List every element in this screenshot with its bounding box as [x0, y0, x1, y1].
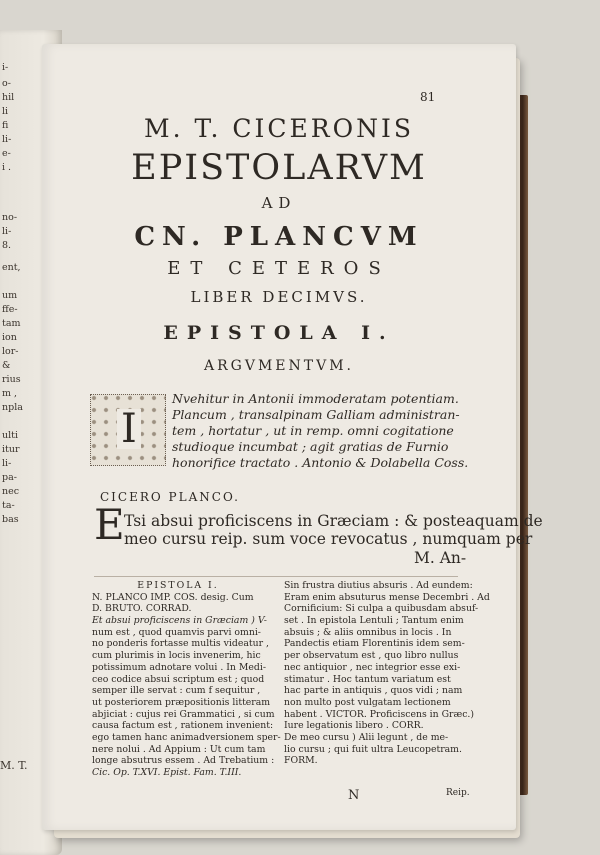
note-line: potissimum adnotare volui . In Medi- — [92, 661, 266, 673]
left-page-fragment: lor- — [2, 346, 19, 357]
argument-block — [90, 390, 480, 474]
note-line: causa factum est , rationem invenient: — [92, 720, 274, 732]
left-page-fragment: i- — [2, 62, 9, 73]
left-page-fragment: ulti — [2, 430, 19, 441]
left-page-fragment: hil — [2, 92, 15, 103]
heading-argument: ARGVMENTVM. — [204, 358, 354, 374]
note-line: De meo cursu ) Alii legunt , de me- — [284, 731, 449, 743]
left-page-fragment: npla — [2, 402, 23, 413]
left-page-fragment: i . — [2, 162, 12, 173]
left-page-fragment: nec — [2, 486, 20, 497]
argument-line: honorifice tractato . Antonio & Dolabella Coss. — [172, 455, 469, 470]
note-line: abjiciat : cujus rei Grammatici , si cum — [92, 708, 275, 720]
note-line: N. PLANCO IMP. COS. desig. Cum — [92, 591, 254, 603]
left-page-fragment: ffe- — [2, 304, 18, 315]
left-page-fragment: pa- — [2, 472, 17, 483]
note-line: Cic. Op. T.XVI. Epist. Fam. T.III. — [92, 767, 242, 778]
argument-line: studioque incumbat ; agit gratias de Furnio — [172, 439, 449, 454]
heading-ad: AD — [261, 194, 297, 212]
left-page-fragment: li- — [2, 134, 12, 145]
note-line: Cornificium: Si culpa a quibusdam absuf- — [284, 603, 479, 615]
note-line: ut posteriorem præpositionis litteram — [92, 696, 271, 708]
note-line: absuis ; & aliis omnibus in locis . In — [284, 626, 452, 638]
left-page-fragment: e- — [2, 148, 11, 159]
note-line: cum plurimis in locis invenerim, hic — [92, 650, 261, 662]
note-line: Et absui proficiscens in Græciam ) V- — [92, 615, 267, 627]
notes-left-column — [92, 580, 281, 779]
note-line: ceo codice absui scriptum est ; quod — [92, 673, 265, 685]
salutation: CICERO PLANCO. — [100, 490, 240, 504]
argument-line: Nvehitur in Antonii immoderatam potentiam. — [172, 391, 459, 406]
note-line: num est , quod quamvis parvi omni- — [92, 626, 261, 638]
heading-book: LIBER DECIMVS. — [190, 288, 368, 306]
left-page-fragment: ion — [2, 332, 17, 343]
body-initial: E — [94, 500, 125, 549]
note-line: hac parte in antiquis , quos vidi ; nam — [284, 685, 463, 697]
ornamental-initial-frame — [90, 394, 166, 466]
heading-recipient: CN. PLANCVM — [134, 222, 424, 252]
left-page-fragment: fi — [2, 120, 9, 131]
heading-author: M. T. CICERONIS — [144, 114, 414, 143]
argument-line: tem , hortatur , ut in remp. omni cogitatione — [172, 423, 454, 438]
left-page-fragment: no- — [2, 212, 18, 223]
left-page-fragment: li- — [2, 226, 12, 237]
left-page-fragment: bas — [2, 514, 19, 525]
notes-right-column — [284, 580, 490, 767]
note-line: ego tamen hanc animadversionem sper- — [92, 731, 281, 743]
left-page-fragment: tam — [2, 318, 21, 329]
note-line: FORM. — [284, 755, 318, 767]
left-page-fragment: ta- — [2, 500, 15, 511]
left-page-fragment: li- — [2, 458, 12, 469]
note-line: habent . VICTOR. Proficiscens in Græc.) — [284, 708, 474, 720]
note-line: Iure legationis libero . CORR. — [284, 720, 424, 732]
note-line: non multo post vulgatam lectionem — [284, 696, 451, 708]
note-line: longe absutrus essem . Ad Trebatium : — [92, 755, 275, 767]
note-line: Eram enim absuturus mense Decembri . Ad — [284, 591, 490, 603]
left-page-fragment: um — [2, 290, 18, 301]
note-line: no ponderis fortasse multis videatur , — [92, 638, 269, 650]
signature-mark: N — [348, 788, 360, 803]
note-line: nere nolui . Ad Appium : Ut cum tam — [92, 743, 266, 755]
note-line: lio cursu ; qui fuit ultra Leucopetram. — [284, 743, 462, 755]
left-page-fragment: M. T. — [0, 759, 28, 772]
note-line: D. BRUTO. CORRAD. — [92, 603, 192, 615]
left-page-fragment: o- — [2, 78, 11, 89]
left-page-fragment: 8. — [2, 240, 12, 251]
page-number: 81 — [420, 90, 436, 104]
notes-divider — [94, 576, 458, 577]
book-page — [42, 44, 543, 830]
left-page-fragment: ent, — [2, 262, 21, 273]
left-page-fragment: li — [2, 106, 9, 117]
note-line: nec antiquior , nec integrior esse exi- — [284, 661, 461, 673]
note-line: Sin frustra diutius absuris . Ad eundem: — [284, 580, 473, 591]
body-catch: M. An- — [414, 549, 467, 567]
ornamental-initial: I — [117, 409, 141, 449]
heading-letter: EPISTOLA I. — [163, 322, 395, 344]
left-page-fragment: rius — [2, 374, 21, 385]
note-line: per observatum est , quo libro nullus — [284, 650, 459, 662]
note-line: semper ille servat : cum f sequitur , — [92, 685, 261, 697]
left-page-fragment: & — [2, 360, 11, 371]
left-page-fragment: m , — [2, 388, 18, 399]
catchword: Reip. — [446, 788, 470, 798]
heading-work: EPISTOLARVM — [131, 148, 427, 188]
argument-line: Plancum , transalpinam Galliam administran- — [172, 407, 460, 422]
body-line: meo cursu reip. sum voce revocatus , numquam per — [124, 530, 533, 548]
note-line: set . In epistola Lentuli ; Tantum enim — [284, 615, 464, 627]
note-line: stimatur . Hoc tantum variatum est — [284, 673, 451, 685]
heading-others: ET CETEROS — [167, 258, 391, 279]
left-page-fragment: itur — [2, 444, 20, 455]
note-line: EPISTOLA I. — [137, 580, 219, 591]
body-line: Tsi absui proficiscens in Græciam : & posteaquam de — [124, 512, 543, 530]
note-line: Pandectis etiam Florentinis idem sem- — [284, 638, 465, 650]
